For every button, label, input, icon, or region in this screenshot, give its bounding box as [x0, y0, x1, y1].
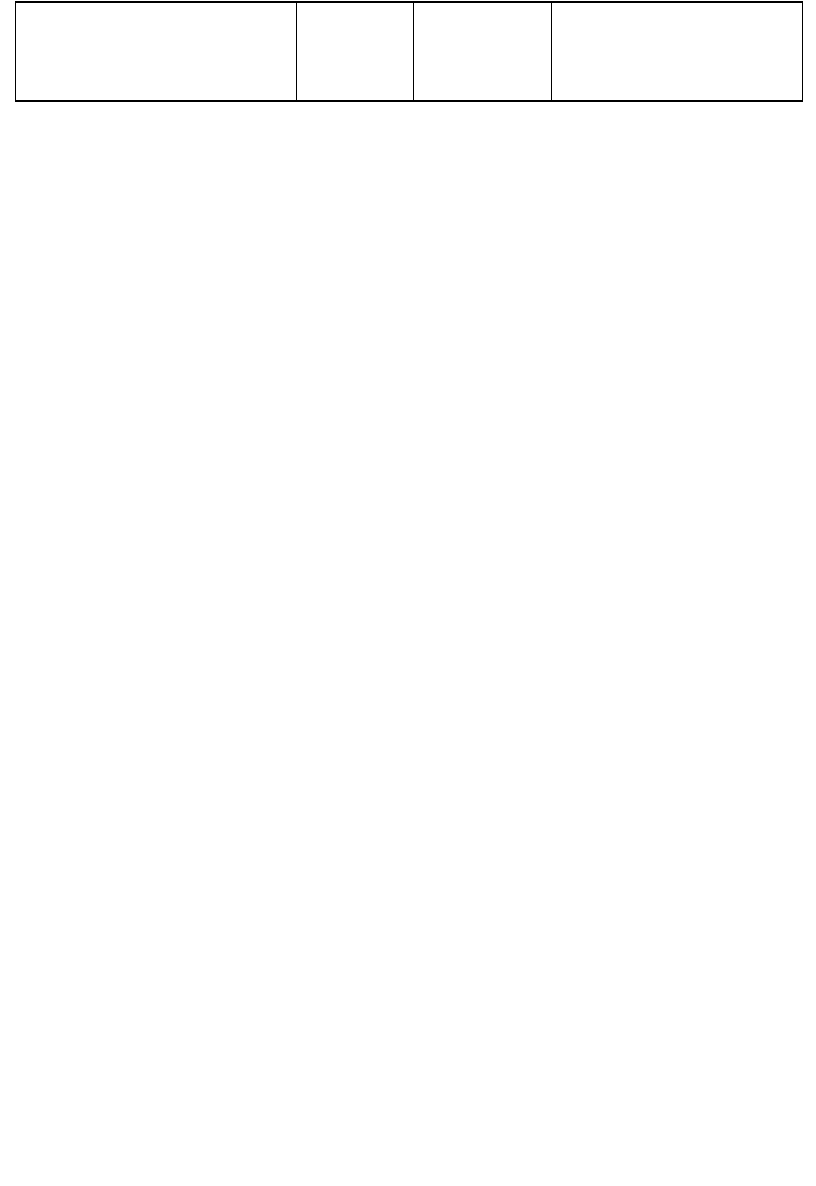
- section-title-career: [16, 101, 803, 102]
- header-events: [16, 3, 297, 101]
- activities-table: [15, 1, 803, 102]
- section-row-career: [16, 101, 803, 102]
- header-time: [414, 3, 552, 101]
- header-responsible: [552, 3, 803, 101]
- table-header-row: [16, 3, 803, 101]
- header-classes: [297, 3, 414, 101]
